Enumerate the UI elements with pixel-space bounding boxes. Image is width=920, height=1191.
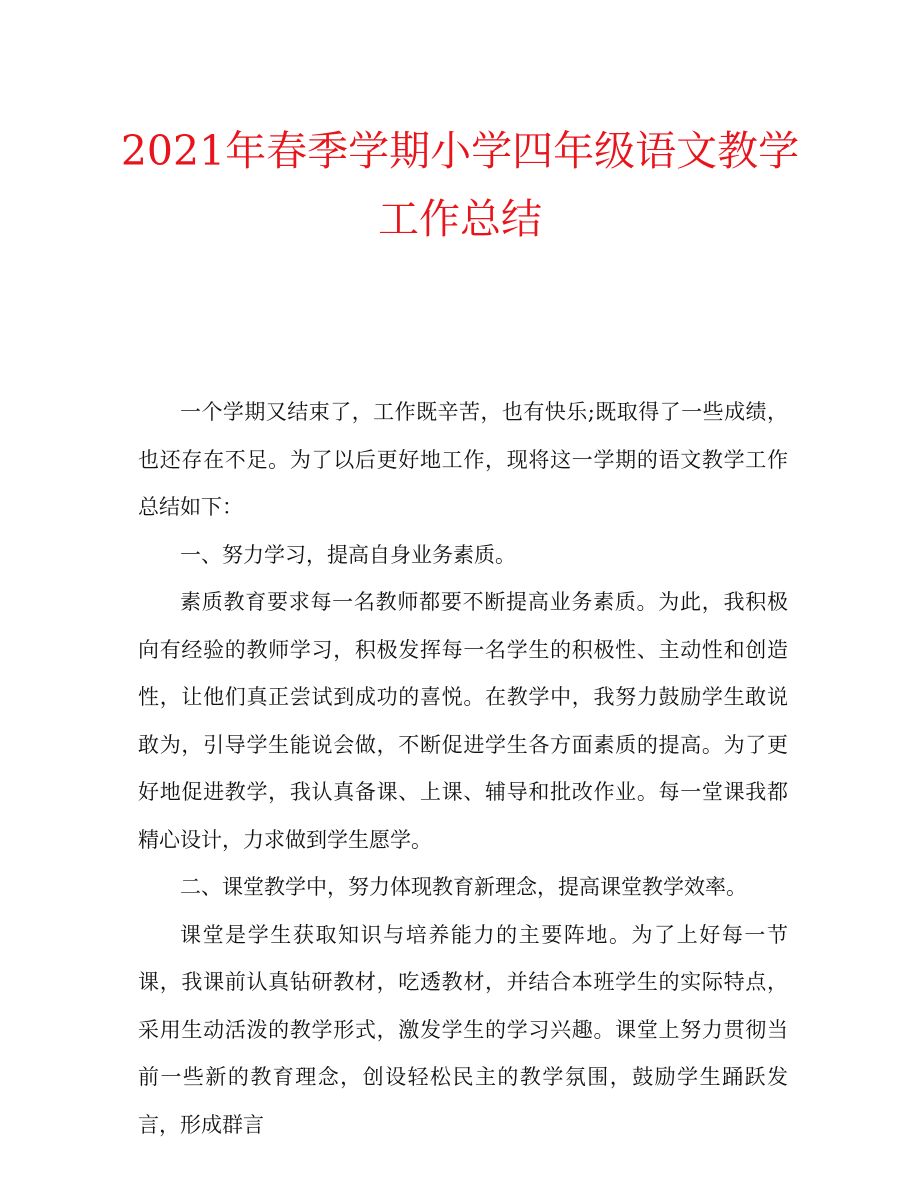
document-body — [138, 389, 788, 1149]
section-heading-2: 二、课堂教学中，努力体现教育新理念，提高课堂教学效率。 — [180, 875, 747, 899]
document-title-line-1: 2021年春季学期小学四年级语文教学 — [120, 127, 800, 175]
document-title-line-2: 工作总结 — [378, 195, 542, 243]
section-heading-1: 一、努力学习，提高自身业务素质。 — [180, 542, 516, 567]
paragraph-section-1: 素质教育要求每一名教师都要不断提高业务素质。为此，我积极向有经验的教师学习，积极发挥每一名学生的积极性、主动性和创造性，让他们真正尝试到成功的喜悦。在教学中，我努力鼓励学生敢说敢为，引导学生能说会做，不断促进学生各方面素质的提高。为了更好地促进教学，我认真备课、上课、辅导和批改作业。每一堂课我都精心设计，力求做到学生愿学。 — [138, 590, 788, 852]
paragraph-intro: 一个学期又结束了，工作既辛苦，也有快乐;既取得了一些成绩，也还存在不足。为了以后更好地工作，现将这一学期的语文教学工作总结如下： — [138, 400, 788, 519]
paragraph-section-2: 课堂是学生获取知识与培养能力的主要阵地。为了上好每一节课，我课前认真钻研教材，吃透教材，并结合本班学生的实际特点，采用生动活泼的教学形式，激发学生的学习兴趣。课堂上努力贯彻当前一些新的教育理念，创设轻松民主的教学氛围，鼓励学生踊跃发言，形成群言 — [138, 922, 788, 1137]
